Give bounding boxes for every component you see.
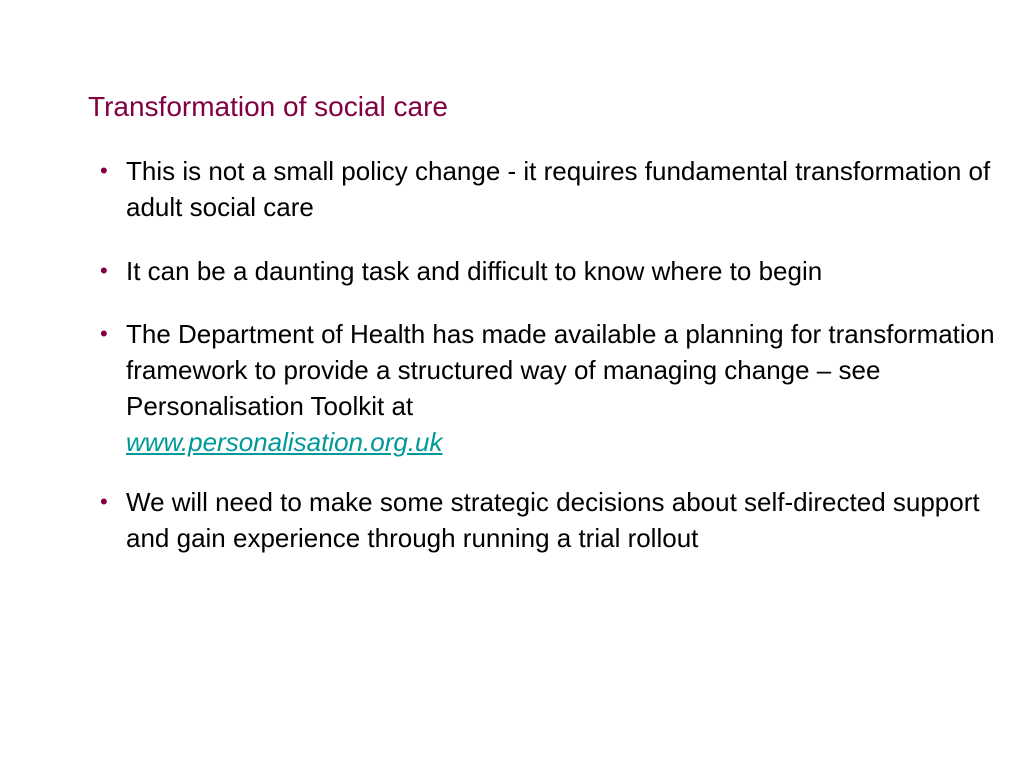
bullet-text: It can be a daunting task and difficult to know where to begin [126,256,823,286]
bullet-item [100,484,1006,556]
bullet-icon: • [100,258,108,283]
bullet-text: This is not a small policy change - it requires fundamental transformation of adult social care [126,156,991,222]
bullet-text: The Department of Health has made available a planning for transformation framework to provide a structured way of managing change – see Personalisation Toolkit at [126,319,995,421]
bullet-icon: • [100,158,108,183]
bullet-item [100,153,1006,225]
bullet-item [100,253,1006,289]
bullet-item [100,316,1006,460]
slide-title: Transformation of social care [88,91,448,122]
bullet-icon: • [100,489,108,514]
bullet-text: We will need to make some strategic decisions about self-directed support and gain experience through running a trial rollout [126,487,980,553]
bullet-text-with-link [126,316,1006,460]
bullet-icon: • [100,321,108,346]
personalisation-toolkit-link[interactable]: www.personalisation.org.uk [126,427,443,457]
